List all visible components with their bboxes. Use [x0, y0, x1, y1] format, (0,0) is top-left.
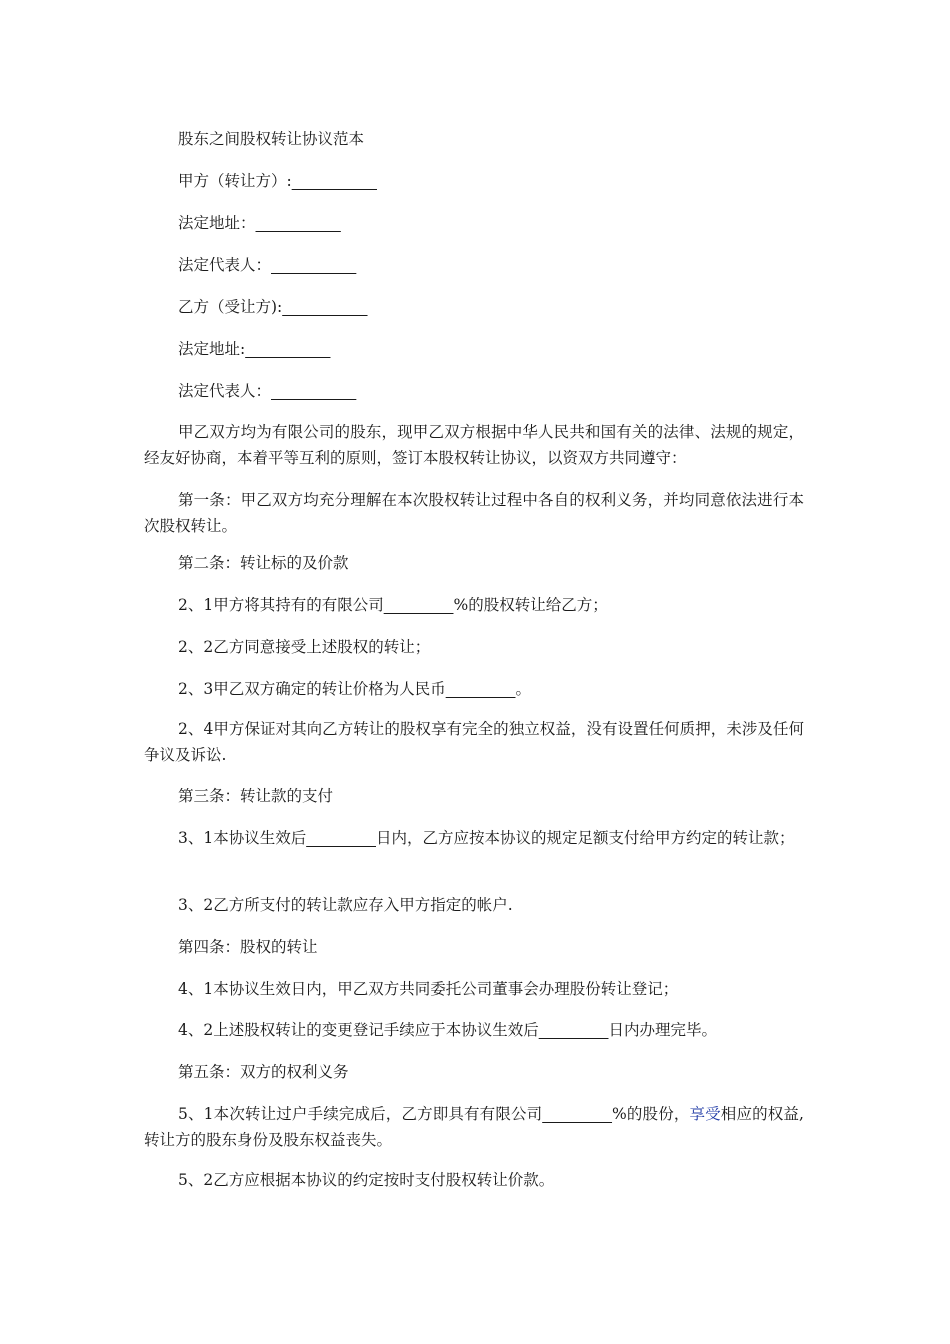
party-b-representative	[144, 378, 804, 404]
clause-2-1-post: %的股权转让给乙方；	[453, 596, 608, 614]
party-a-rep-blank: ___________	[271, 256, 357, 274]
party-b-rep-blank: ___________	[271, 382, 357, 400]
party-b-name-label: 乙方（受让方):	[178, 298, 283, 316]
article-2-heading: 第二条：转让标的及价款	[178, 554, 349, 572]
document-title	[144, 126, 804, 152]
clause-3-1-blank: _________	[306, 829, 376, 847]
party-a-address	[144, 210, 804, 236]
preamble-paragraph: 甲乙双方均为有限公司的股东，现甲乙双方根据中华人民共和国有关的法律、法规的规定，经友好协商，本着平等互利的原则，签订本股权转让协议，以资双方共同遵守：	[144, 423, 804, 467]
clause-5-1-mid: %的股份，	[612, 1105, 690, 1123]
party-b-address	[144, 336, 804, 362]
clause-3-1-post: 日内，乙方应按本协议的规定足额支付给甲方约定的转让款；	[375, 829, 795, 847]
clause-2-1-blank: _________	[383, 596, 454, 614]
enjoy-link[interactable]: 享受	[689, 1105, 721, 1123]
party-b-address-blank: ___________	[245, 340, 331, 358]
clause-3-1-pre: 3、1本协议生效后	[178, 829, 307, 847]
clause-5-1-post: 相应的权益,转让方的股东身份及股东权益丧失。	[144, 1105, 804, 1149]
clause-2-3-blank: _________	[445, 680, 516, 698]
party-a-name-label: 甲方（转让方）:	[178, 172, 292, 190]
party-a-rep-label: 法定代表人：	[178, 256, 272, 274]
party-a-representative	[144, 252, 804, 278]
clause-5-2: 5、2乙方应根据本协议的约定按时支付股权转让价款。	[178, 1171, 555, 1189]
article-1-paragraph: 第一条：甲乙双方均充分理解在本次股权转让过程中各自的权利义务，并均同意依法进行本次股权转让。	[144, 491, 804, 535]
party-b-rep-label: 法定代表人：	[178, 382, 272, 400]
article-3-heading: 第三条：转让款的支付	[178, 787, 334, 805]
title-text: 股东之间股权转让协议范本	[178, 130, 365, 148]
clause-2-3-post: 。	[515, 680, 531, 698]
clause-3-2: 3、2乙方所支付的转让款应存入甲方指定的帐户.	[178, 896, 513, 914]
party-a-address-blank: ___________	[255, 214, 341, 232]
clause-4-2-blank: _________	[538, 1021, 609, 1039]
clause-4-2-post: 日内办理完毕。	[608, 1021, 717, 1039]
party-b-address-label: 法定地址:	[178, 340, 246, 358]
article-4-heading: 第四条：股权的转让	[178, 938, 318, 956]
clause-2-1-pre: 2、1甲方将其持有的有限公司	[178, 596, 384, 614]
clause-5-1-blank: _________	[542, 1105, 613, 1123]
clause-2-2: 2、2乙方同意接受上述股权的转让；	[178, 638, 431, 656]
clause-5-1	[144, 1101, 804, 1153]
party-a-name	[144, 168, 804, 194]
party-b-name-blank: ___________	[282, 298, 368, 316]
clause-5-1-pre: 5、1本次转让过户手续完成后，乙方即具有有限公司	[178, 1105, 543, 1123]
article-5-heading: 第五条：双方的权利义务	[178, 1063, 349, 1081]
party-a-name-blank: ___________	[291, 172, 377, 190]
clause-2-3	[144, 676, 804, 702]
clause-2-1	[144, 592, 804, 618]
clause-2-3-pre: 2、3甲乙双方确定的转让价格为人民币	[178, 680, 446, 698]
party-b-name	[144, 294, 804, 320]
clause-4-2-pre: 4、2上述股权转让的变更登记手续应于本协议生效后	[178, 1021, 539, 1039]
clause-4-1: 4、1本协议生效日内，甲乙双方共同委托公司董事会办理股份转让登记；	[178, 980, 679, 998]
document-page	[144, 0, 804, 1344]
party-a-address-label: 法定地址：	[178, 214, 256, 232]
clause-4-2	[144, 1017, 804, 1043]
clause-2-4: 2、4甲方保证对其向乙方转让的股权享有完全的独立权益，没有设置任何质押，未涉及任何争议及诉讼.	[144, 720, 804, 764]
clause-3-1	[144, 825, 804, 851]
